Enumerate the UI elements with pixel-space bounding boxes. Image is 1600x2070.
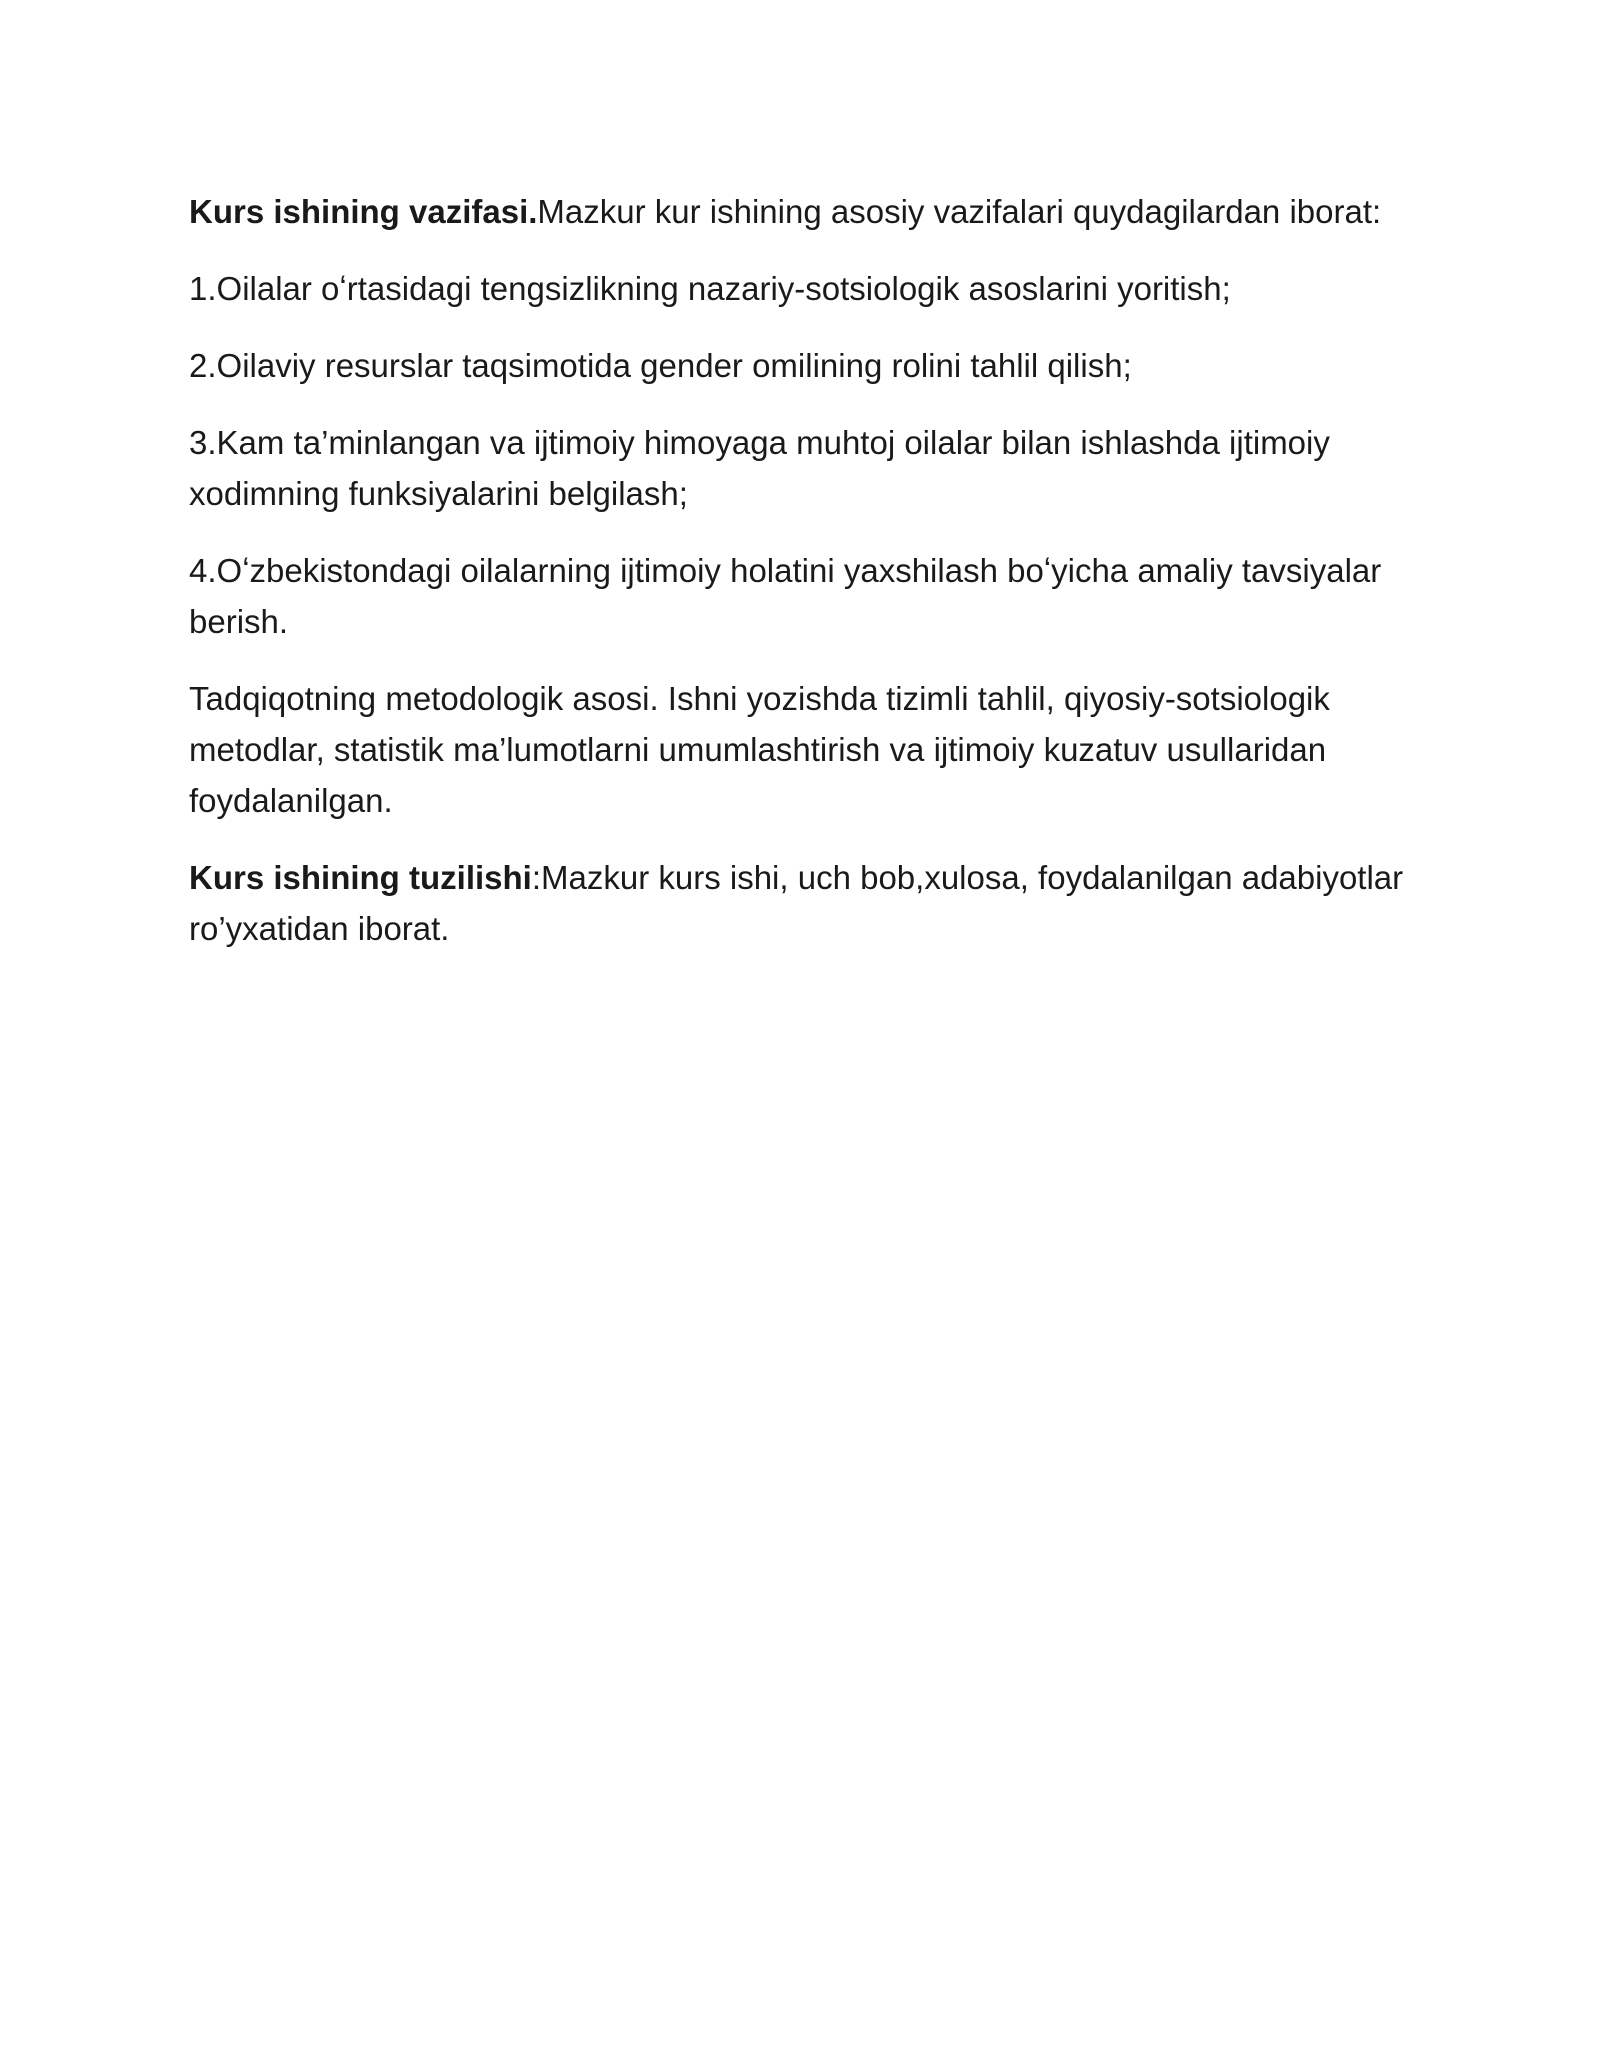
task-item-1: 1.Oilalar oʻrtasidagi tengsizlikning nazariy-sotsiologik asoslarini yoritish; (189, 270, 1231, 307)
structure-heading: Kurs ishining tuzilishi (189, 859, 532, 896)
tasks-intro: Mazkur kur ishining asosiy vazifalari quydagilardan iborat: (537, 193, 1382, 230)
tasks-paragraph (189, 186, 1429, 237)
task-item-2: 2.Oilaviy resurslar taqsimotida gender omilining rolini tahlil qilish; (189, 347, 1132, 384)
document-body (189, 186, 1429, 980)
task-item-3: 3.Kam ta’minlangan va ijtimoiy himoyaga muhtoj oilalar bilan ishlashda ijtimoiy xodimning funksiyalarini belgilash; (189, 424, 1330, 512)
structure-text: :Mazkur kurs ishi, uch bob,xulosa, foydalanilgan adabiyotlar ro’yxatidan iborat. (189, 859, 1404, 947)
tasks-heading: Kurs ishining vazifasi. (189, 193, 538, 230)
structure-paragraph (189, 852, 1429, 954)
task-item-4: 4.Oʻzbekistondagi oilalarning ijtimoiy holatini yaxshilash boʻyicha amaliy tavsiyalar berish. (189, 552, 1382, 640)
methodology-paragraph: Tadqiqotning metodologik asosi. Ishni yozishda tizimli tahlil, qiyosiy-sotsiologik metodlar, statistik ma’lumotlarni umumlashtirish va ijtimoiy kuzatuv usullaridan foydalanilgan. (189, 680, 1330, 819)
